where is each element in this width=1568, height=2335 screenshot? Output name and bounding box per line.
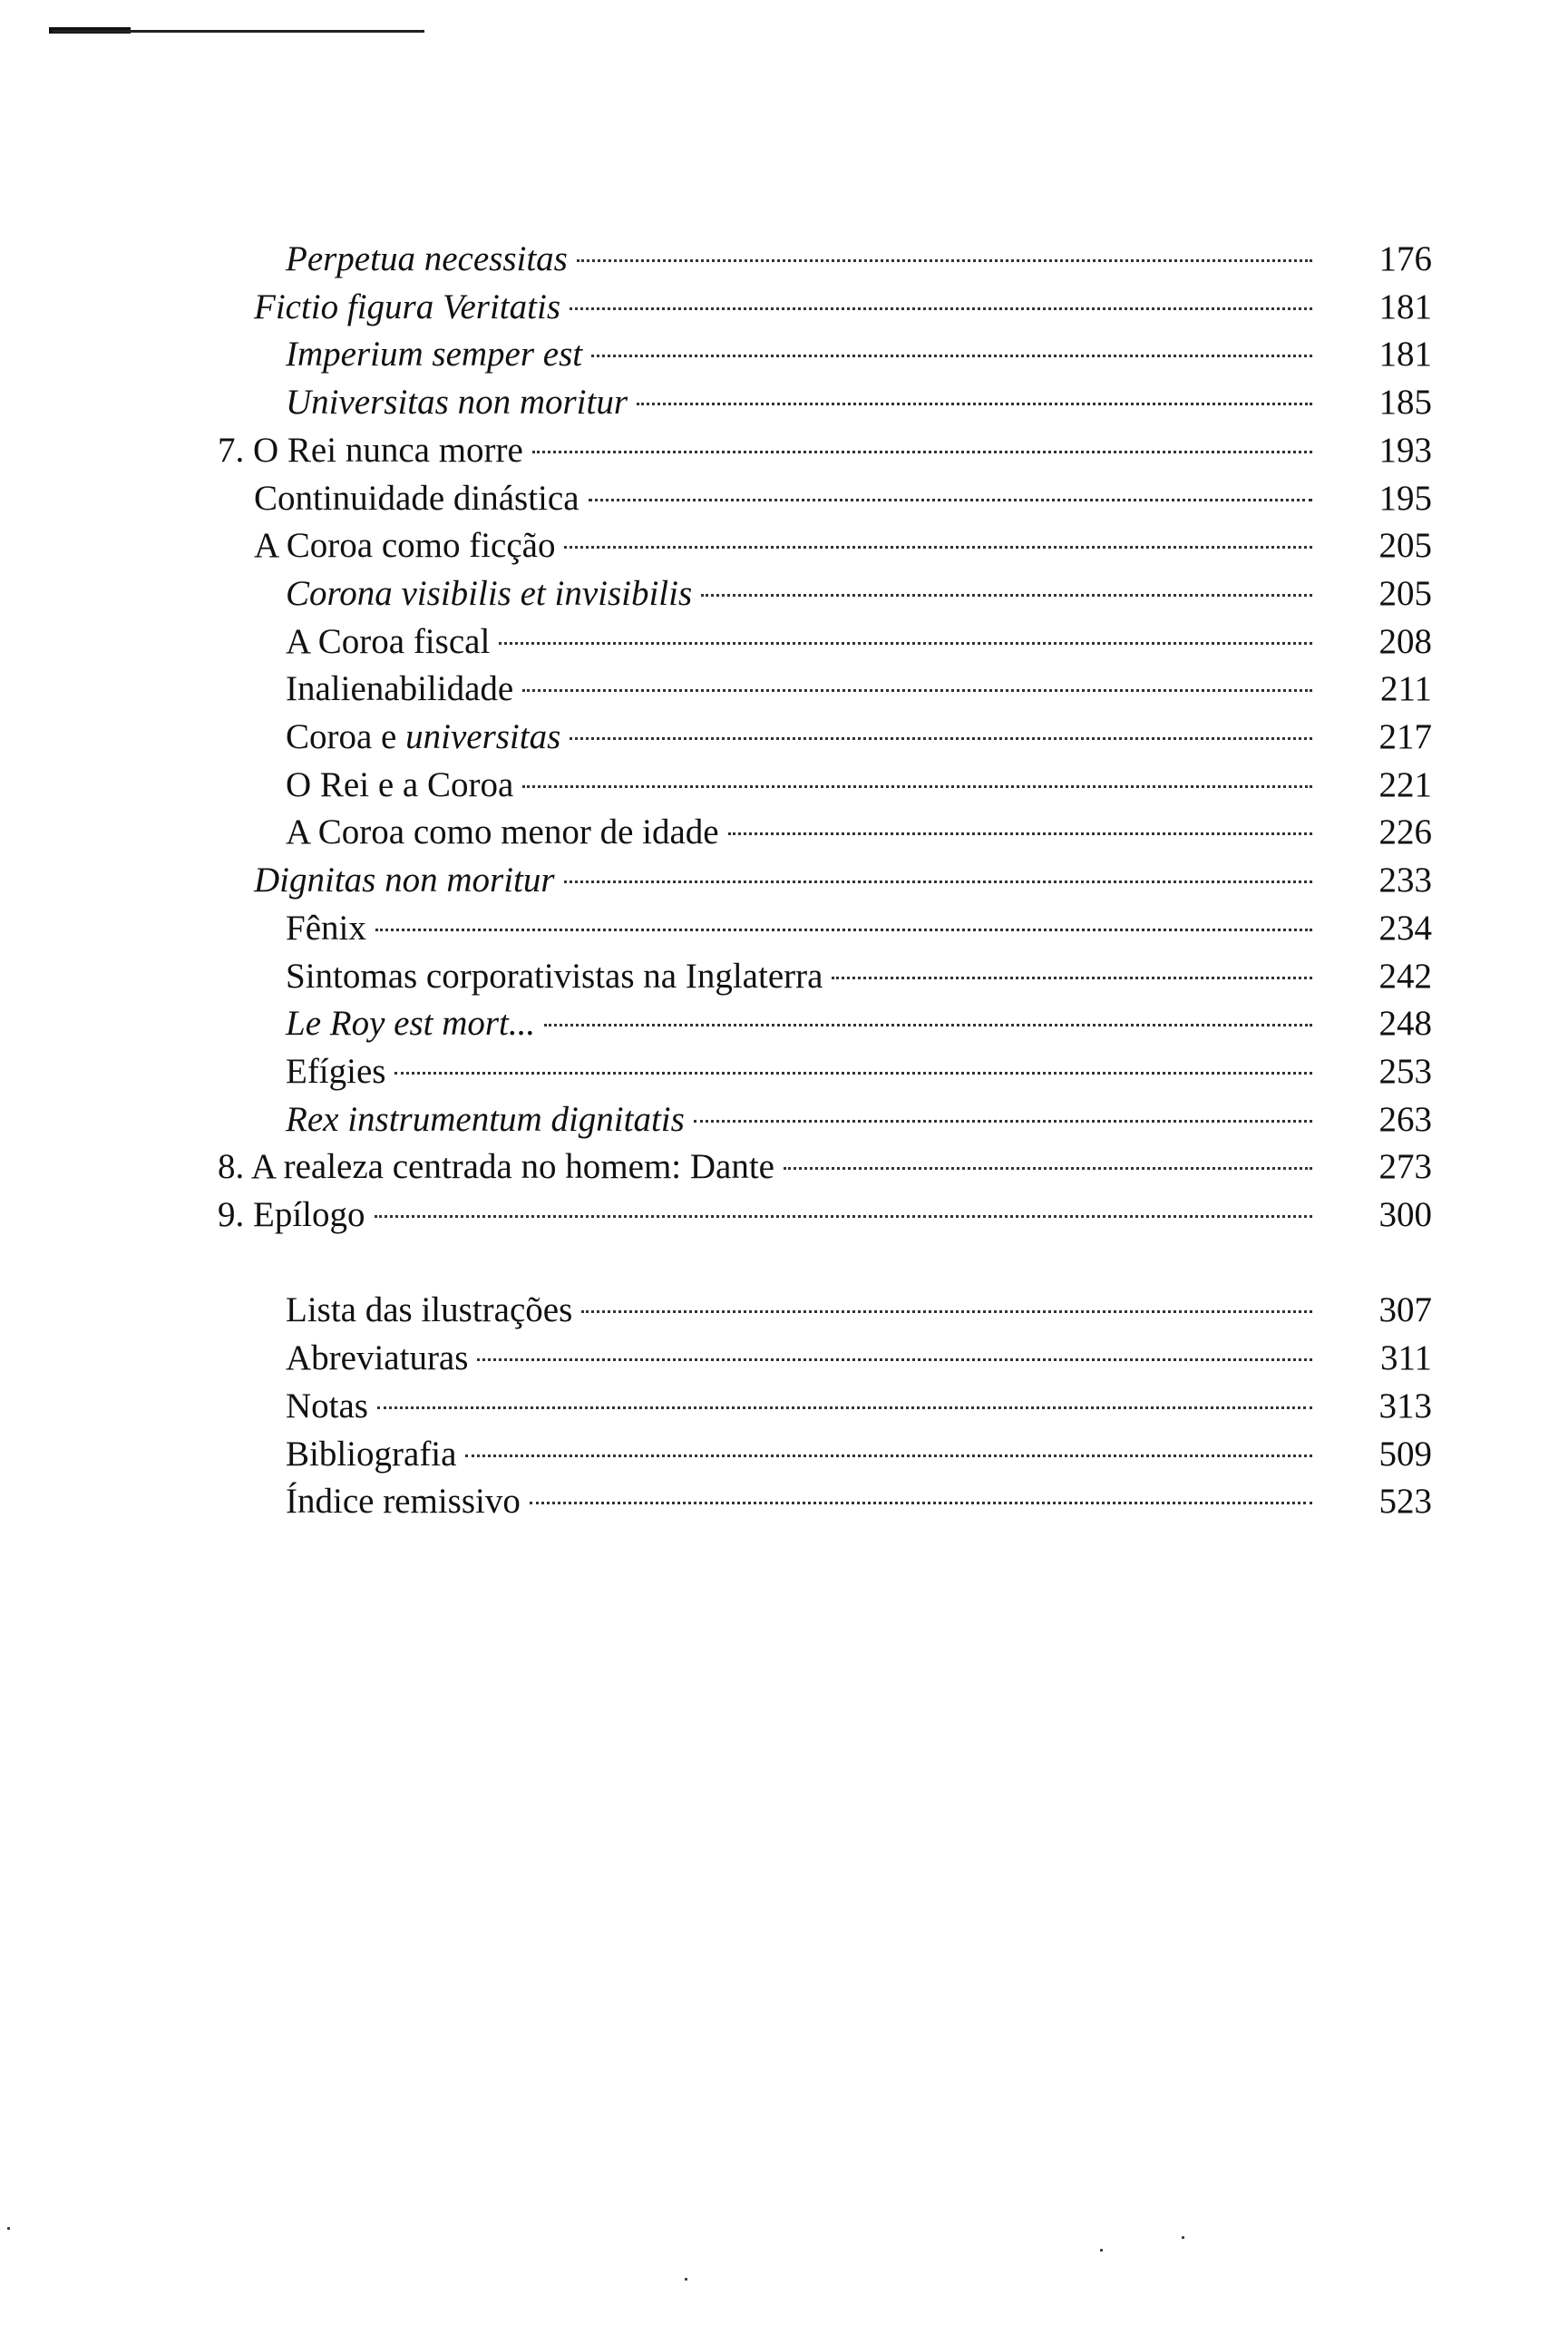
toc-entry-page: 242	[1378, 956, 1432, 996]
backmatter-row	[286, 1287, 1432, 1334]
dot-leader	[544, 1024, 1312, 1026]
dot-leader	[694, 1120, 1312, 1123]
toc-entry-title-prefix: Coroa e	[286, 717, 406, 756]
dot-leader	[784, 1167, 1312, 1170]
toc-entry-title: Sintomas corporativistas na Inglaterra	[286, 956, 823, 996]
toc-entry-page: 195	[1378, 478, 1432, 518]
toc-entry-title: A Coroa fiscal	[286, 621, 491, 661]
toc-entry-page: 193	[1378, 430, 1432, 470]
toc-entry-title	[286, 714, 570, 761]
toc-entry-page: 217	[1378, 717, 1432, 756]
backmatter-row	[286, 1383, 1432, 1430]
toc-entry-page: 181	[1378, 335, 1432, 375]
scan-speck	[1100, 2249, 1103, 2252]
toc-row	[254, 857, 1432, 904]
toc-entry-page: 221	[1378, 764, 1432, 804]
toc-entry-title: Efígies	[286, 1051, 386, 1091]
toc-row	[286, 714, 1432, 761]
toc-entry-page: 205	[1378, 573, 1432, 613]
dot-leader	[581, 1310, 1312, 1313]
toc-entry-page: 253	[1378, 1051, 1432, 1091]
dot-leader	[375, 929, 1312, 931]
toc-entry-page: 300	[1378, 1195, 1432, 1234]
toc-entry-page: 273	[1378, 1147, 1432, 1187]
dot-leader	[637, 403, 1312, 405]
dot-leader	[522, 689, 1312, 692]
backmatter-row	[286, 1335, 1432, 1382]
toc-entry-title: 8. A realeza centrada no homem: Dante	[218, 1147, 774, 1187]
dot-leader	[832, 977, 1312, 979]
toc-entry-title: 7. O Rei nunca morre	[218, 430, 523, 470]
toc-entry-title: Imperium semper est	[286, 335, 583, 375]
toc-entry-title: A Coroa como menor de idade	[286, 812, 719, 852]
toc-row	[218, 427, 1432, 474]
toc-row	[286, 666, 1432, 713]
toc-row	[254, 475, 1432, 522]
toc-entry-title: Fênix	[286, 908, 366, 948]
dot-leader	[564, 880, 1312, 883]
toc-entry-title: Lista das ilustrações	[286, 1290, 573, 1330]
dot-leader	[591, 355, 1312, 357]
toc-entry-page: 181	[1378, 287, 1432, 326]
toc-entry-title: O Rei e a Coroa	[286, 764, 514, 804]
toc-row	[254, 284, 1432, 331]
toc-row	[286, 1000, 1432, 1047]
toc-entry-page: 205	[1378, 526, 1432, 566]
toc-entry-page: 509	[1378, 1434, 1432, 1474]
dot-leader	[532, 451, 1312, 453]
toc-entry-page: 185	[1378, 383, 1432, 423]
dot-leader	[530, 1502, 1312, 1504]
scan-speck	[1182, 2236, 1184, 2239]
dot-leader	[377, 1406, 1312, 1409]
toc-row	[218, 1143, 1432, 1191]
dot-leader	[564, 546, 1312, 549]
toc-entry-title: Fictio figura Veritatis	[254, 287, 560, 326]
toc-row	[286, 762, 1432, 809]
toc-row	[286, 905, 1432, 952]
toc-row	[286, 570, 1432, 618]
toc-row	[286, 809, 1432, 856]
dot-leader	[465, 1455, 1312, 1457]
dot-leader	[499, 642, 1312, 645]
toc-row	[286, 618, 1432, 666]
toc-row	[286, 953, 1432, 1000]
toc-entry-title: Continuidade dinástica	[254, 478, 579, 518]
toc-row	[286, 236, 1432, 283]
toc-entry-title: Le Roy est mort...	[286, 1004, 536, 1044]
toc-entry-title: A Coroa como ficção	[254, 526, 556, 566]
dot-leader	[701, 594, 1312, 597]
toc-entry-page: 226	[1378, 812, 1432, 852]
top-rule	[53, 30, 424, 33]
dot-leader	[570, 307, 1312, 310]
toc-entry-page: 263	[1378, 1099, 1432, 1139]
toc-entry-title: Índice remissivo	[286, 1482, 521, 1522]
toc-entry-title: 9. Epílogo	[218, 1195, 365, 1234]
backmatter-row	[286, 1478, 1432, 1525]
dot-leader	[577, 259, 1312, 262]
toc-entry-title: Dignitas non moritur	[254, 861, 555, 900]
scan-speck	[7, 2227, 10, 2230]
toc-entry-title: Universitas non moritur	[286, 383, 628, 423]
toc-entry-title: Corona visibilis et invisibilis	[286, 573, 693, 613]
toc-row	[286, 379, 1432, 426]
toc-entry-title: Inalienabilidade	[286, 669, 514, 709]
toc-entry-title: Abreviaturas	[286, 1338, 469, 1378]
dot-leader	[477, 1358, 1312, 1361]
toc-entry-page: 211	[1379, 669, 1432, 709]
dot-leader	[570, 737, 1312, 740]
scan-speck	[685, 2278, 687, 2281]
toc-entry-page: 307	[1378, 1290, 1432, 1330]
toc-entry-page: 208	[1378, 621, 1432, 661]
toc-entry-title: Rex instrumentum dignitatis	[286, 1099, 685, 1139]
toc-entry-title: Bibliografia	[286, 1434, 457, 1474]
dot-leader	[728, 832, 1312, 835]
toc-entry-page: 233	[1378, 861, 1432, 900]
toc-entry-page: 248	[1378, 1004, 1432, 1044]
toc-entry-title: Perpetua necessitas	[286, 239, 568, 278]
toc-entry-page: 234	[1378, 908, 1432, 948]
backmatter-row	[286, 1431, 1432, 1478]
toc-row	[286, 1096, 1432, 1143]
toc-entry-page: 523	[1378, 1482, 1432, 1522]
toc-entry-page: 313	[1378, 1386, 1432, 1425]
toc-row	[286, 1048, 1432, 1095]
toc-entry-page: 311	[1379, 1338, 1432, 1378]
toc-entry-page: 176	[1378, 239, 1432, 278]
dot-leader	[522, 785, 1312, 788]
toc-entry-title-italic: universitas	[405, 717, 561, 756]
toc-row	[218, 1192, 1432, 1239]
dot-leader	[375, 1215, 1313, 1218]
toc-row	[254, 522, 1432, 569]
toc-entry-title: Notas	[286, 1386, 368, 1425]
dot-leader	[589, 499, 1312, 501]
dot-leader	[394, 1072, 1312, 1075]
toc-row	[286, 331, 1432, 378]
